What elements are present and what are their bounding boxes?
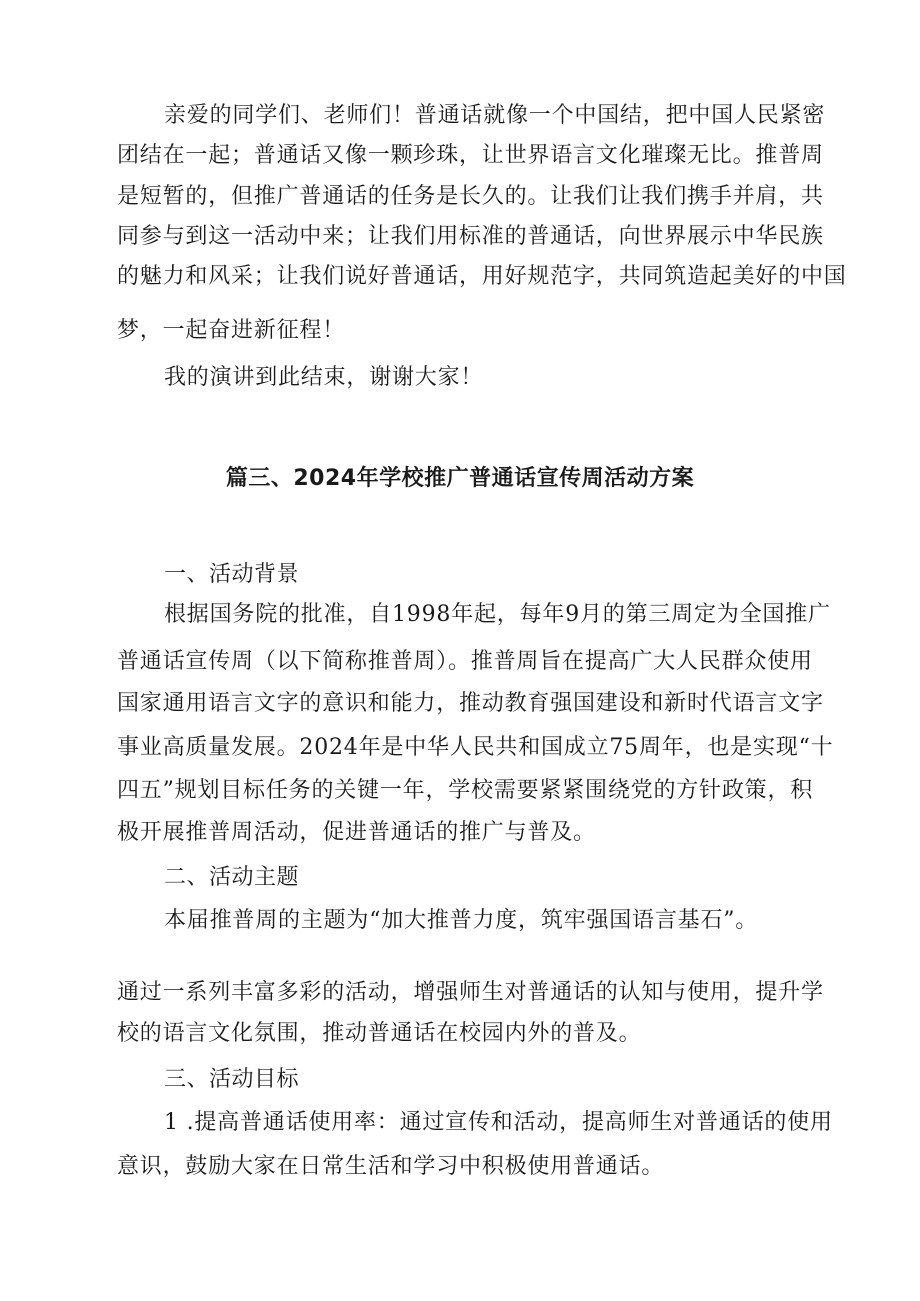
background-line: 极开展推普周活动，促进普通话的推广与普及。 [117,820,596,845]
speech-line: 的魅力和风采；让我们说好普通话，用好规范字，共同筑造起美好的中国 [117,264,847,289]
background-line: 国家通用语言文字的意识和能力，推动教育强国建设和新时代语言文字 [117,691,824,716]
speech-closing: 我的演讲到此结束，谢谢大家！ [164,365,484,390]
theme-extra-line: 校的语言文化氛围，推动普通话在校园内外的普及。 [117,1021,642,1046]
background-line: 事业高质量发展。2024年是中华人民共和国成立75周年，也是实现“十 [117,735,834,760]
speech-line: 同参与到这一活动中来；让我们用标准的普通话，向世界展示中华民族 [117,224,824,249]
speech-line: 是短暂的，但推广普通话的任务是长久的。让我们让我们携手并肩，共 [117,184,824,209]
theme-line: 本届推普周的主题为“加大推普力度，筑牢强国语言基石”。 [164,908,759,933]
section-title: 篇三、2024年学校推广普通话宣传周活动方案 [225,466,695,491]
background-line: 四五”规划目标任务的关键一年，学校需要紧紧围绕党的方针政策，积 [117,778,814,803]
goals-line: 意识，鼓励大家在日常生活和学习中积极使用普通话。 [117,1154,665,1179]
theme-heading: 二、活动主题 [164,865,300,890]
background-line: 根据国务院的批准，自1998年起，每年9月的第三周定为全国推广 [164,602,831,627]
goals-line: 1 .提高普通话使用率：通过宣传和活动，提高师生对普通话的使用 [164,1110,833,1135]
background-heading: 一、活动背景 [164,562,300,587]
speech-line: 梦，一起奋进新征程！ [117,318,346,343]
background-line: 普通话宣传周（以下简称推普周）。推普周旨在提高广大人民群众使用 [117,649,813,674]
theme-extra-line: 通过一系列丰富多彩的活动，增强师生对普通话的认知与使用，提升学 [117,980,824,1005]
speech-line: 团结在一起；普通话又像一颗珍珠，让世界语言文化璀璨无比。推普周 [117,143,824,168]
speech-line: 亲爱的同学们、老师们！普通话就像一个中国结，把中国人民紧密 [164,103,826,128]
goals-heading: 三、活动目标 [164,1067,300,1092]
